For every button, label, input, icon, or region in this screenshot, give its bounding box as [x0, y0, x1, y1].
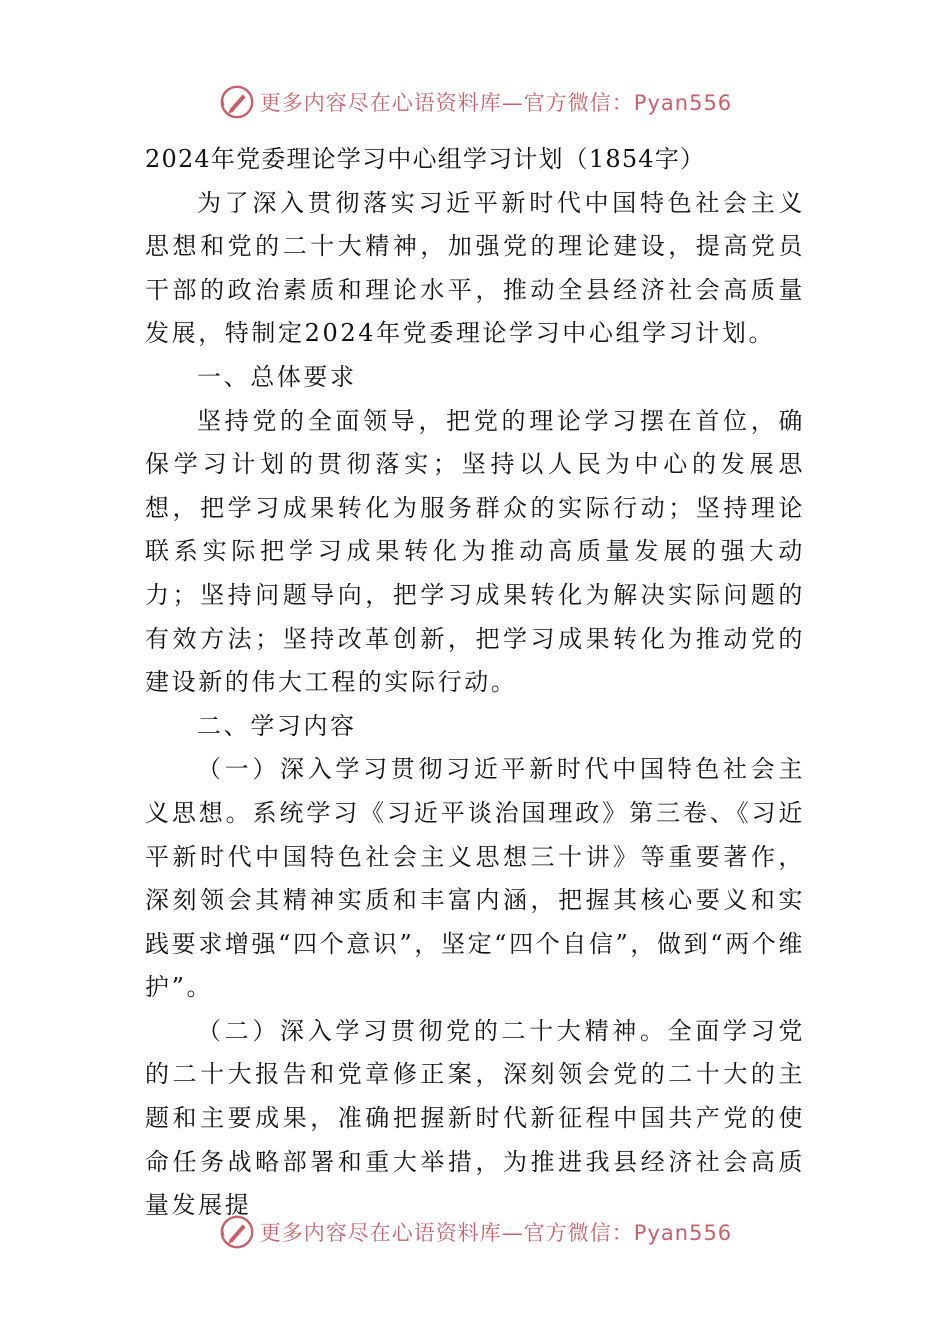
paragraph-intro: 为了深入贯彻落实习近平新时代中国特色社会主义思想和党的二十大精神，加强党的理论建设，提高党员干部的政治素质和理论水平，推动全县经济社会高质量发展，特制定2024年党委理论学习中心组学习计划。: [145, 188, 805, 348]
paragraph-study-item-2: （二）深入学习贯彻党的二十大精神。全面学习党的二十大报告和党章修正案，深刻领会党的二十大的主题和主要成果，准确把握新时代新征程中国共产党的使命任务战略部署和重大举措，为推进我县经济社会高质量发展提: [145, 1016, 805, 1220]
watermark-banner-bottom: [0, 1212, 950, 1252]
watermark-text: 更多内容尽在心语资料库—官方微信：Pyan556: [259, 1221, 733, 1245]
section-heading-study-content: 二、学习内容: [197, 711, 357, 740]
watermark-text: 更多内容尽在心语资料库—官方微信：Pyan556: [259, 91, 733, 115]
pen-circle-logo-icon: [218, 1213, 256, 1251]
paragraph-study-item-1: （一）深入学习贯彻习近平新时代中国特色社会主义思想。系统学习《习近平谈治国理政》第三卷、《习近平新时代中国特色社会主义思想三十讲》等重要著作，深刻领会其精神实质和丰富内涵，把握其核心要义和实践要求增强“四个意识”，坚定“四个自信”，做到“两个维护”。: [145, 755, 805, 1002]
section-heading-general-requirements: 一、总体要求: [197, 362, 357, 391]
document-body: [145, 138, 805, 1228]
pen-circle-logo-icon: [218, 83, 256, 121]
paragraph-general-requirements: 坚持党的全面领导，把党的理论学习摆在首位，确保学习计划的贯彻落实；坚持以人民为中心的发展思想，把学习成果转化为服务群众的实际行动；坚持理论联系实际把学习成果转化为推动高质量发展的强大动力；坚持问题导向，把学习成果转化为解决实际问题的有效方法；坚持改革创新，把学习成果转化为推动党的建设新的伟大工程的实际行动。: [145, 406, 805, 697]
document-title: 2024年党委理论学习中心组学习计划（1854字）: [145, 145, 706, 173]
watermark-banner-top: [0, 82, 950, 122]
